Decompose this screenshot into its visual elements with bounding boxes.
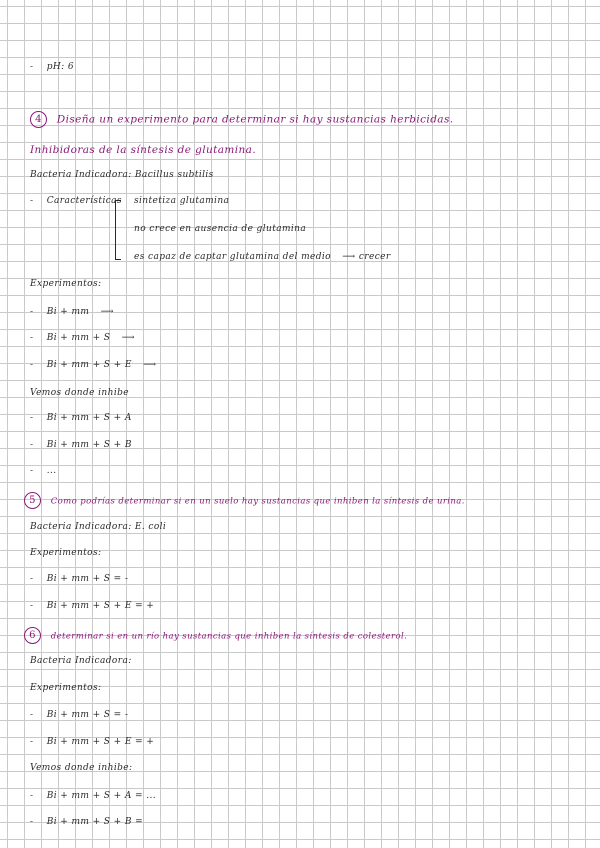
arrow-icon: ⟶	[100, 307, 114, 317]
q4-exp-5-line	[30, 440, 132, 450]
q6-exp-1-line	[30, 710, 128, 720]
q4-exp-6: ...	[46, 466, 57, 476]
bullet-dash: -	[30, 710, 34, 720]
q6-exp-2-line	[30, 737, 154, 747]
bracket	[115, 200, 122, 260]
bullet-dash: -	[30, 307, 34, 317]
q6-exp-3: Bi + mm + S + A = ...	[46, 791, 156, 801]
bullet-dash: -	[30, 440, 34, 450]
arrow-icon: ⟶	[342, 252, 356, 262]
q6-exp-4: Bi + mm + S + B =	[46, 817, 144, 827]
q4-experiments: Experimentos:	[30, 279, 102, 289]
q4-number-circle: 4	[30, 111, 47, 128]
q4-char-2: no crece en ausencia de glutamina	[134, 224, 307, 234]
bullet-dash: -	[30, 791, 34, 801]
q4-characteristics-line	[30, 196, 122, 206]
q6-bacteria: Bacteria Indicadora:	[30, 656, 132, 666]
q4-characteristics: Características	[46, 196, 122, 206]
q4-title-1: Diseña un experimento para determinar si hay sustancias herbicidas.	[56, 113, 454, 126]
q6-number-circle: 6	[24, 627, 41, 644]
q5-exp-1: Bi + mm + S = -	[46, 574, 129, 584]
q5-number-circle: 5	[24, 492, 41, 509]
q4-heading	[30, 111, 454, 128]
q4-exp-3: Bi + mm + S + E	[46, 360, 132, 370]
ph-text: pH: 6	[46, 62, 74, 72]
q4-exp-1: Bi + mm	[46, 307, 90, 317]
q6-exp-3-line	[30, 791, 156, 801]
q5-title: Como podrías determinar si en un suelo hay sustancias que inhiben la síntesis de urina.	[50, 496, 465, 507]
q4-exp-5: Bi + mm + S + B	[46, 440, 132, 450]
q6-heading	[24, 627, 407, 644]
q4-exp-4-line	[30, 413, 132, 423]
q4-bacteria: Bacteria Indicadora: Bacillus subtilis	[30, 170, 214, 180]
bullet-dash: -	[30, 196, 34, 206]
arrow-icon: ⟶	[143, 360, 157, 370]
bullet-dash: -	[30, 333, 34, 343]
q4-exp-1-line	[30, 307, 114, 317]
q5-experiments: Experimentos:	[30, 548, 102, 558]
q4-char-1: sintetiza glutamina	[134, 196, 230, 206]
q4-exp-6-line	[30, 466, 57, 476]
q4-char-3: es capaz de captar glutamina del medio	[134, 252, 332, 262]
q5-exp-2: Bi + mm + S + E = +	[46, 601, 155, 611]
bullet-dash: -	[30, 601, 34, 611]
q4-exp-2-line	[30, 333, 135, 343]
bullet-dash: -	[30, 62, 34, 72]
bullet-dash: -	[30, 574, 34, 584]
q5-bacteria: Bacteria Indicadora: E. coli	[30, 522, 167, 532]
q6-exp-4-line	[30, 817, 143, 827]
q6-experiments: Experimentos:	[30, 683, 102, 693]
bullet-dash: -	[30, 817, 34, 827]
q4-exp-4: Bi + mm + S + A	[46, 413, 132, 423]
q6-title: determinar si en un río hay sustancias que inhiben la síntesis de colesterol.	[50, 631, 408, 642]
q6-exp-2: Bi + mm + S + E = +	[46, 737, 155, 747]
bullet-dash: -	[30, 360, 34, 370]
q4-char-3-result: crecer	[358, 252, 391, 262]
q6-exp-1: Bi + mm + S = -	[46, 710, 129, 720]
q4-exp-2: Bi + mm + S	[46, 333, 111, 343]
q6-vemos: Vemos donde inhibe:	[30, 763, 133, 773]
q5-heading	[24, 492, 465, 509]
bullet-dash: -	[30, 466, 34, 476]
q5-exp-1-line	[30, 574, 128, 584]
ph-line	[30, 62, 74, 72]
q4-vemos: Vemos donde inhibe	[30, 388, 129, 398]
q5-exp-2-line	[30, 601, 154, 611]
arrow-icon: ⟶	[121, 333, 135, 343]
q4-char-3-line	[134, 252, 391, 262]
bullet-dash: -	[30, 737, 34, 747]
q4-exp-3-line	[30, 360, 156, 370]
bullet-dash: -	[30, 413, 34, 423]
q4-title-2: Inhibidoras de la síntesis de glutamina.	[30, 144, 257, 156]
